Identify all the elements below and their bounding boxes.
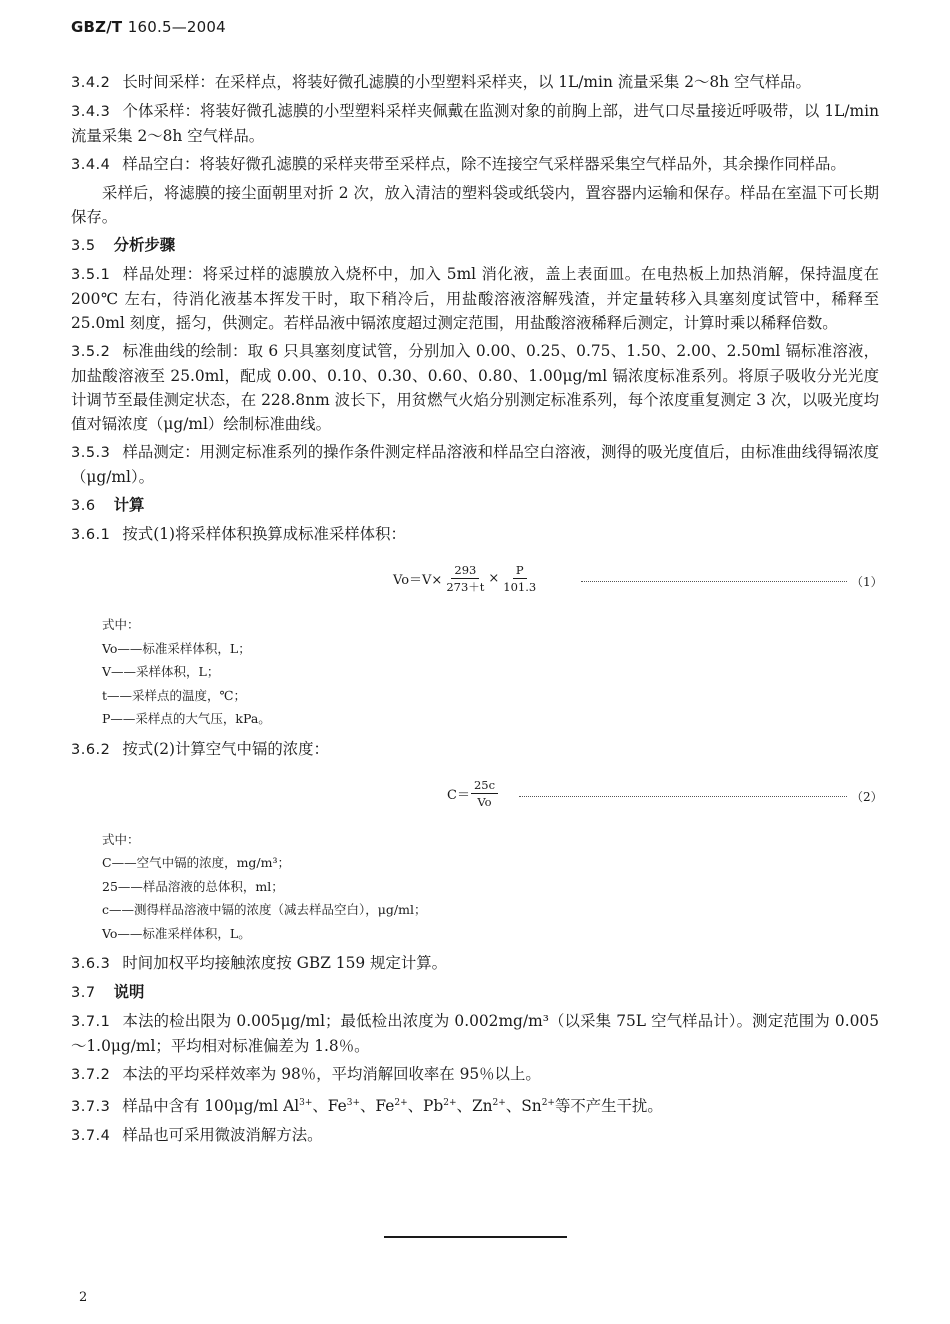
definition-item: V——采样体积，L；: [102, 664, 220, 679]
definition-item: C——空气中镉的浓度，mg/m³；: [102, 855, 290, 870]
definition-item: Vo——标准采样体积，L。: [102, 925, 251, 941]
para-3-7-2: 3.7.2 本法的平均采样效率为 98％，平均消解回收率在 95％以上。: [71, 1065, 541, 1083]
definition-item: Vo——标准采样体积，L；: [102, 640, 251, 656]
formula-1-fraction-temp: $\frac{293}{273+t}$: [446, 563, 485, 594]
para-3-4-4: 3.4.4 样品空白：将装好微孔滤膜的采样夹带至采样点，除不连接空气采样器采集空气样品外，其余操作同样品。: [71, 155, 846, 173]
definition-item: c——测得样品溶液中镉的浓度（减去样品空白），μg/ml；: [102, 902, 427, 917]
para-3-5-3: 3.5.3 样品测定：用测定标准系列的操作条件测定样品溶液和样品空白溶液，测得的吸光度值后，由标准曲线得镉浓度（μg/ml）。: [71, 443, 879, 486]
formula-2-lhs: C＝: [447, 787, 470, 803]
para-3-7-3: 3.7.3 样品中含有 100μg/ml $Al^{3+}$、$Fe^{3+}$、$Fe^{2+}$、$Pb^{2+}$、$Zn^{2+}$、$Sn^{2+}$等不产生干扰。: [71, 1097, 663, 1116]
para-3-6-3: 3.6.3 时间加权平均接触浓度按 GBZ 159 规定计算。: [71, 954, 448, 972]
equation-number-2: （2）: [851, 789, 883, 804]
para-storage: 采样后，将滤膜的接尘面朝里对折 2 次，放入清洁的塑料袋或纸袋内，置容器内运输和保存。样品在室温下可长期保存。: [71, 184, 879, 226]
para-3-6-2: 3.6.2 按式(2)计算空气中镉的浓度：: [71, 739, 329, 758]
formula-1-fraction-pressure: $\frac{P}{101.3}$: [503, 563, 537, 594]
leader-dots: [519, 796, 847, 797]
section-3-5-heading: 3.5 分析步骤: [71, 236, 176, 254]
definition-item: P——采样点的大气压，kPa。: [102, 711, 271, 726]
section-3-7-heading: 3.7 说明: [71, 983, 145, 1001]
formula-1-lhs: Vo＝V×: [393, 573, 443, 588]
leader-dots: [581, 581, 847, 582]
formula-1: [71, 559, 883, 605]
formula-2-fraction: $\frac{25c}{Vo}$: [471, 778, 498, 809]
para-3-7-4: 3.7.4 样品也可采用微波消解方法。: [71, 1126, 323, 1145]
page-number: 2: [79, 1290, 88, 1305]
equation-number-1: （1）: [851, 575, 883, 589]
formula-2: [71, 774, 883, 820]
para-3-4-2: 3.4.2 长时间采样：在采样点，将装好微孔滤膜的小型塑料采样夹，以 1L/min 流量采集 2～8h 空气样品。: [71, 73, 811, 91]
end-rule: [384, 1236, 567, 1238]
standard-code-prefix: GBZ/T: [71, 18, 123, 36]
page-content: [71, 70, 883, 1152]
para-3-5-2: 3.5.2 标准曲线的绘制：取 6 只具塞刻度试管，分别加入 0.00、0.25、0.75、1.50、2.00、2.50ml 镉标准溶液，加盐酸溶液至 25.0ml，配成 0.00、0.10、0.30、0.60、0.80、1.00μg/ml 镉浓度标准系列。将原子吸收分光光度计调节至最佳测定状态，在 228.8nm 波长下，用贫燃气火焰分别测定标准系列，每个浓度重复测定 3 次，以吸光度均值对镉浓度（μg/ml）绘制标准曲线。: [71, 342, 879, 433]
definitions-2: 式中： C——空气中镉的浓度，mg/m³； 25——样品溶液的总体积，ml； c——测得样品溶液中镉的浓度（减去样品空白），μg/ml； Vo——标准采样体积，L。: [102, 828, 879, 946]
para-3-6-1: 3.6.1 按式(1)将采样体积换算成标准采样体积：: [71, 525, 406, 543]
definition-item: 25——样品溶液的总体积，ml；: [102, 878, 284, 894]
definition-item: t——采样点的温度，℃；: [102, 687, 247, 703]
para-3-4-3: 3.4.3 个体采样：将装好微孔滤膜的小型塑料采样夹佩戴在监测对象的前胸上部，进气口尽量接近呼吸带，以 1L/min 流量采集 2～8h 空气样品。: [71, 102, 879, 145]
document-header: [71, 18, 226, 36]
para-3-5-1: 3.5.1 样品处理：将采过样的滤膜放入烧杯中，加入 5ml 消化液，盖上表面皿。在电热板上加热消解，保持温度在 200℃ 左右，待消化液基本挥发干时，取下稍冷后，用盐酸溶液溶解残渣，并定量转移入具塞刻度试管中，稀释至 25.0ml 刻度，摇匀，供测定。若样品液中镉浓度超过测定范围，用盐酸溶液稀释后测定，计算时乘以稀释倍数。: [71, 265, 879, 332]
formula-1-times: ×: [488, 571, 500, 586]
para-3-7-1: 3.7.1 本法的检出限为 0.005μg/ml；最低检出浓度为 0.002mg/m³（以采集 75L 空气样品计）。测定范围为 0.005～1.0μg/ml；平均相对标准偏差为 1.8％。: [71, 1012, 879, 1055]
section-3-6-heading: 3.6 计算: [71, 496, 145, 514]
definitions-1: 式中： Vo——标准采样体积，L； V——采样体积，L； t——采样点的温度，℃； P——采样点的大气压，kPa。: [102, 613, 879, 731]
standard-code-number: 160.5—2004: [127, 18, 226, 36]
